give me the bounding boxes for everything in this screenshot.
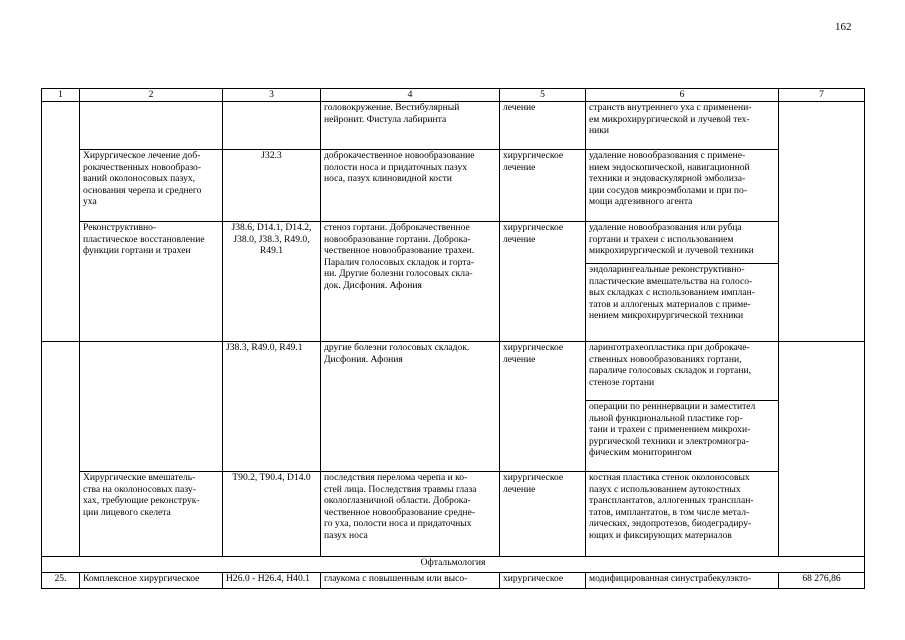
table-row (42, 573, 865, 589)
icd-code-cell: T90.2, T90.4, D14.0 (223, 472, 321, 557)
treatment-type-cell: хирургическое лечение (500, 150, 586, 222)
row-number-cell: 25. (42, 573, 80, 589)
diagnosis-cell: другие болезни голосовых складок. Дисфония. Афония (321, 342, 500, 472)
diagnosis-cell: головокружение. Вестибулярный нейронит. Фистула лабиринта (321, 102, 500, 150)
intervention-group-cell: Хирургические вмешатель- ства на околоносовых пазу- хах, требующие реконструк- ции лицевого скелета (80, 472, 223, 557)
icd-code-cell (223, 102, 321, 150)
header-cell-1: 1 (42, 89, 80, 102)
section-row (42, 557, 865, 573)
row-number-cell (42, 102, 80, 342)
diagnosis-cell: стеноз гортани. Доброкачественное новообразование гортани. Доброка- чественное новообразование трахеи. Паралич голосовых складок и горта- ни. Другие болезни голосовых скла- док. Дисфония. Афония (321, 222, 500, 342)
header-cell-2: 2 (80, 89, 223, 102)
treatment-method-cell: ларинготрахеопластика при доброкаче- ственных новообразованиях гортани, параличе голосовых складок и гортани, стенозе гортани (586, 342, 779, 401)
intervention-group-cell: Хирургическое лечение доб- рокачественных новообразо- ваний околоносовых пазух, основания черепа и среднего уха (80, 150, 223, 222)
cost-cell (779, 342, 865, 557)
treatment-method-cell: модифицированная синустрабекулэкто- (586, 573, 779, 589)
table-row (42, 222, 865, 264)
treatment-method-cell: операции по реиннервации и заместител льной функциональной пластике гор- тани и трахеи с применением микрохи- рургической техники и электромиогра- фическим мониторингом (586, 401, 779, 472)
treatment-method-cell: удаление новообразования или рубца гортани и трахеи с использованием микрохирургической и лучевой техники (586, 222, 779, 264)
icd-code-cell: H26.0 - H26.4, H40.1 (223, 573, 321, 589)
treatment-method-cell: эндоларингеальные реконструктивно- пластические вмешательства на голосо- вых складках с использованием имплан- татов и аллогеных материалов с приме- нением микрохирургической техники (586, 264, 779, 342)
treatment-method-cell: костная пластика стенок околоносовых пазух с использованием аутокостных трансплантатов, аллогенных трансплан- татов, имплантатов, в том числе метал- лических, эндопротезов, биодеградиру- ющих и фиксирующих материалов (586, 472, 779, 557)
header-cell-4: 4 (321, 89, 500, 102)
icd-code-cell: J32.3 (223, 150, 321, 222)
cost-cell (779, 102, 865, 342)
header-row (42, 89, 865, 102)
intervention-group-cell: Комплексное хирургическое (80, 573, 223, 589)
table-row (42, 102, 865, 150)
header-cell-6: 6 (586, 89, 779, 102)
diagnosis-cell: доброкачественное новообразование полости носа и придаточных пазух носа, пазух клиновидной кости (321, 150, 500, 222)
treatment-type-cell: хирургическое лечение (500, 342, 586, 472)
cost-cell: 68 276,86 (779, 573, 865, 589)
treatment-type-cell: хирургическое (500, 573, 586, 589)
icd-code-cell: J38.3, R49.0, R49.1 (223, 342, 321, 472)
treatment-type-cell: хирургическое лечение (500, 472, 586, 557)
icd-code-cell: J38.6, D14.1, D14.2, J38.0, J38.3, R49.0, R49.1 (223, 222, 321, 342)
header-cell-5: 5 (500, 89, 586, 102)
header-cell-3: 3 (223, 89, 321, 102)
table-row (42, 342, 865, 401)
header-cell-7: 7 (779, 89, 865, 102)
section-title-ophthalmology: Офтальмология (42, 557, 865, 573)
table-row (42, 472, 865, 557)
intervention-group-cell (80, 342, 223, 472)
treatment-type-cell: хирургическое лечение (500, 222, 586, 342)
medical-care-table (41, 88, 865, 589)
page-number: 162 (835, 21, 852, 33)
diagnosis-cell: последствия перелома черепа и ко- стей лица. Последствия травмы глаза окологлазничной области. Доброка- чественное новообразование средне- го уха, полости носа и придаточных пазух носа (321, 472, 500, 557)
treatment-type-cell: лечение (500, 102, 586, 150)
row-number-cell (42, 342, 80, 557)
treatment-method-cell: странств внутреннего уха с применени- ем микрохирургической и лучевой тех- ники (586, 102, 779, 150)
treatment-method-cell: удаление новообразования с примене- нием эндоскопической, навигационной техники и эндоваскулярной эмболиза- ции сосудов микроэмболами и при по- мощи адгезивного агента (586, 150, 779, 222)
intervention-group-cell (80, 102, 223, 150)
intervention-group-cell: Реконструктивно- пластическое восстановление функции гортани и трахеи (80, 222, 223, 342)
diagnosis-cell: глаукома с повышенным или высо- (321, 573, 500, 589)
table-row (42, 150, 865, 222)
